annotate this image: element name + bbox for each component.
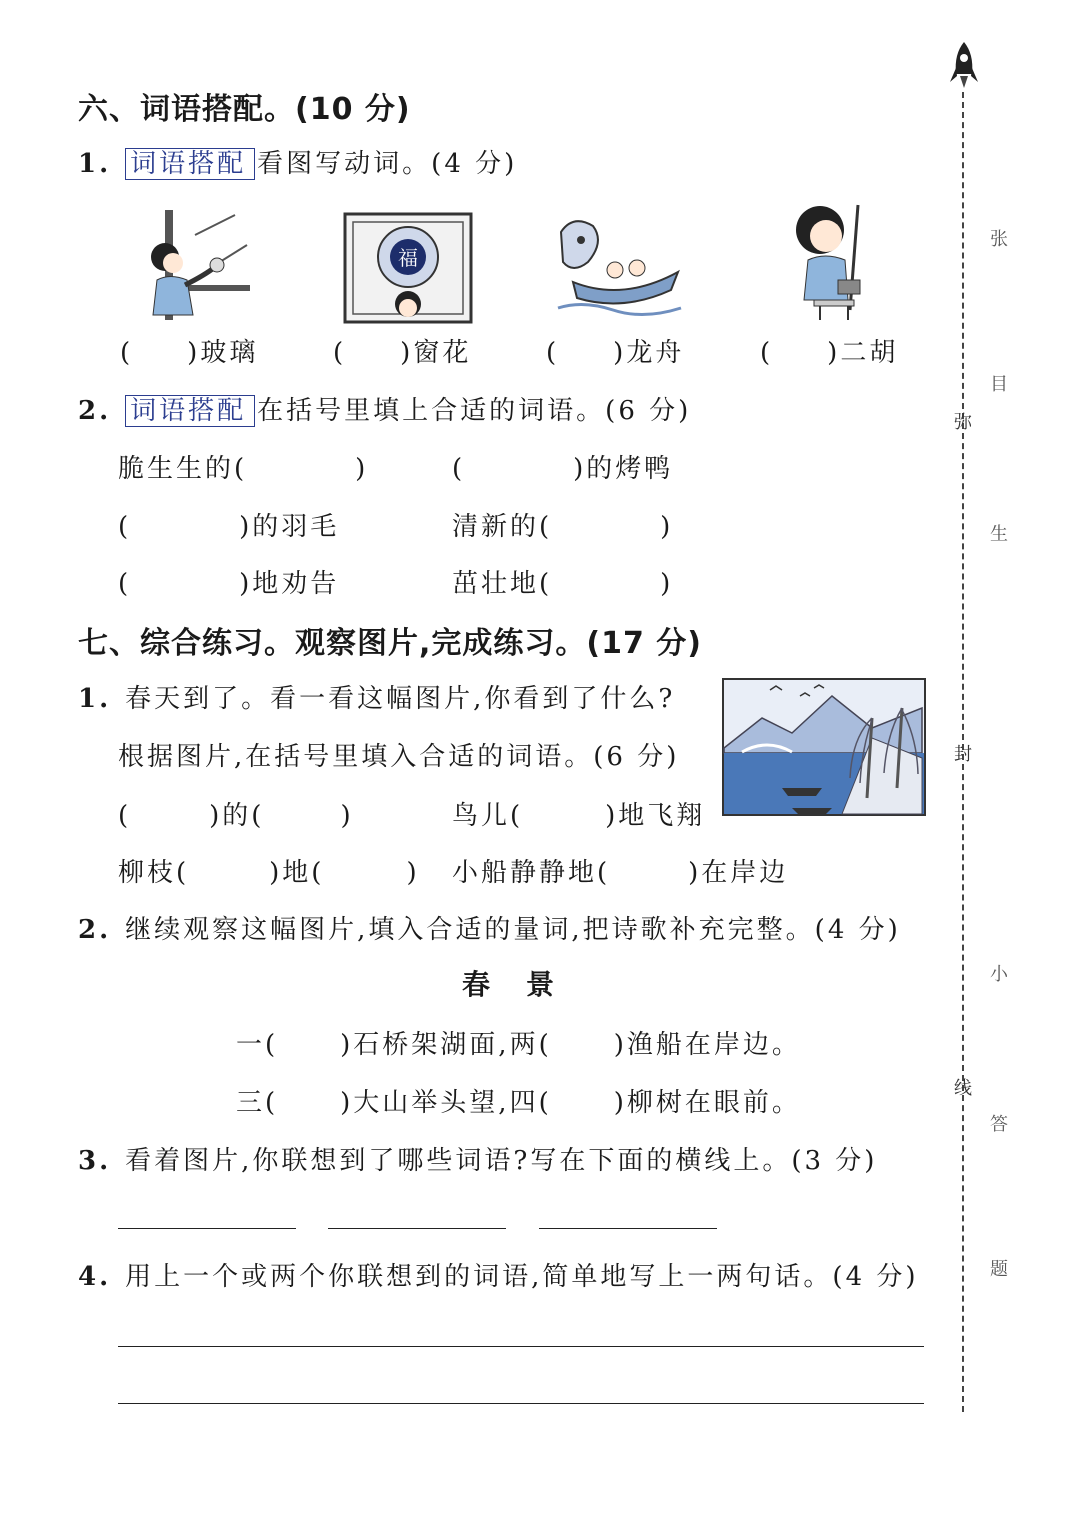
binding-cut-char: 生 — [990, 524, 1008, 545]
writing-line[interactable] — [118, 1403, 924, 1404]
answer-line[interactable] — [328, 1228, 506, 1229]
blank-advise[interactable]: ( )地劝告 — [118, 569, 340, 599]
blank-s7-row1-left[interactable]: ( )的( ) — [118, 801, 354, 831]
binding-cut-char: 题 — [990, 1259, 1008, 1280]
blank-sturdy[interactable]: 茁壮地( ) — [452, 569, 674, 599]
s6-q1 — [78, 143, 517, 180]
category-tag-bracket — [250, 148, 255, 180]
girl-wiping-glass-image — [135, 205, 255, 323]
poem-line-1[interactable]: 一( )石桥架湖面,两( )渔船在岸边。 — [236, 1030, 801, 1060]
blank-feather[interactable]: ( )的羽毛 — [118, 512, 340, 542]
dragon-boat-image — [553, 212, 685, 322]
s7-q1-line2: 根据图片,在括号里填入合适的词语。(6 分) — [118, 742, 680, 772]
blank-window-flower[interactable]: ( )窗花 — [333, 338, 472, 368]
blank-erhu[interactable]: ( )二胡 — [760, 338, 899, 368]
blank-fresh[interactable]: 清新的( ) — [452, 512, 674, 542]
fu-character: 福 — [398, 246, 418, 270]
category-tag: 词语搭配 — [125, 395, 250, 427]
poem-title: 春 景 — [462, 968, 559, 1001]
question-number: 2. — [78, 396, 112, 426]
paper-cut-fu-image — [343, 212, 473, 324]
question-number: 3. — [78, 1146, 112, 1176]
blank-roast-duck[interactable]: ( )的烤鸭 — [452, 454, 674, 484]
answer-item: 龙舟 — [626, 338, 685, 368]
category-tag: 词语搭配 — [125, 148, 250, 180]
binding-label: 封 — [954, 744, 972, 765]
question-text: 在括号里填上合适的词语。(6 分) — [257, 396, 692, 426]
s7-q3: 3. 看着图片,你联想到了哪些词语?写在下面的横线上。(3 分) — [78, 1146, 878, 1176]
binding-cut-char: 张 — [990, 229, 1008, 250]
s7-q4: 4. 用上一个或两个你联想到的词语,简单地写上一两句话。(4 分) — [78, 1262, 919, 1292]
boy-playing-erhu-image — [790, 200, 880, 322]
section-6-title: 六、词语搭配。(10 分) — [78, 92, 411, 127]
s7-q1-line1: 1. 春天到了。看一看这幅图片,你看到了什么? — [78, 684, 676, 714]
answer-line[interactable] — [539, 1228, 717, 1229]
s7-q2: 2. 继续观察这幅图片,填入合适的量词,把诗歌补充完整。(4 分) — [78, 915, 901, 945]
question-number: 1. — [78, 149, 112, 179]
section-7-title: 七、综合练习。观察图片,完成练习。(17 分) — [78, 626, 703, 661]
poem-line-2[interactable]: 三( )大山举头望,四( )柳树在眼前。 — [236, 1088, 801, 1118]
blank-dragon-boat[interactable]: ( )龙舟 — [546, 338, 685, 368]
question-number: 1. — [78, 684, 112, 714]
question-text: 看图写动词。(4 分) — [257, 149, 518, 179]
answer-item: 玻璃 — [200, 338, 259, 368]
blank-glass[interactable]: ( )玻璃 — [120, 338, 259, 368]
answer-item: 窗花 — [413, 338, 472, 368]
blank-willow[interactable]: 柳枝( )地( ) — [118, 858, 420, 888]
binding-cut-char: 目 — [990, 374, 1008, 395]
writing-line[interactable] — [118, 1346, 924, 1347]
question-number: 4. — [78, 1262, 112, 1292]
binding-cut-char: 小 — [990, 964, 1008, 985]
binding-label: 弥 — [954, 412, 972, 433]
spring-lake-image — [722, 678, 926, 816]
binding-cut-char: 答 — [990, 1114, 1008, 1135]
s6-q2 — [78, 390, 691, 427]
answer-line[interactable] — [118, 1228, 296, 1229]
question-number: 2. — [78, 915, 112, 945]
blank-crispy[interactable]: 脆生生的( ) — [118, 454, 369, 484]
rocket-icon — [950, 40, 978, 92]
category-tag-bracket — [250, 395, 255, 427]
blank-birds[interactable]: 鸟儿( )地飞翔 — [452, 801, 706, 831]
blank-boat[interactable]: 小船静静地( )在岸边 — [452, 858, 789, 888]
answer-item: 二胡 — [840, 338, 899, 368]
binding-label: 线 — [954, 1078, 972, 1099]
